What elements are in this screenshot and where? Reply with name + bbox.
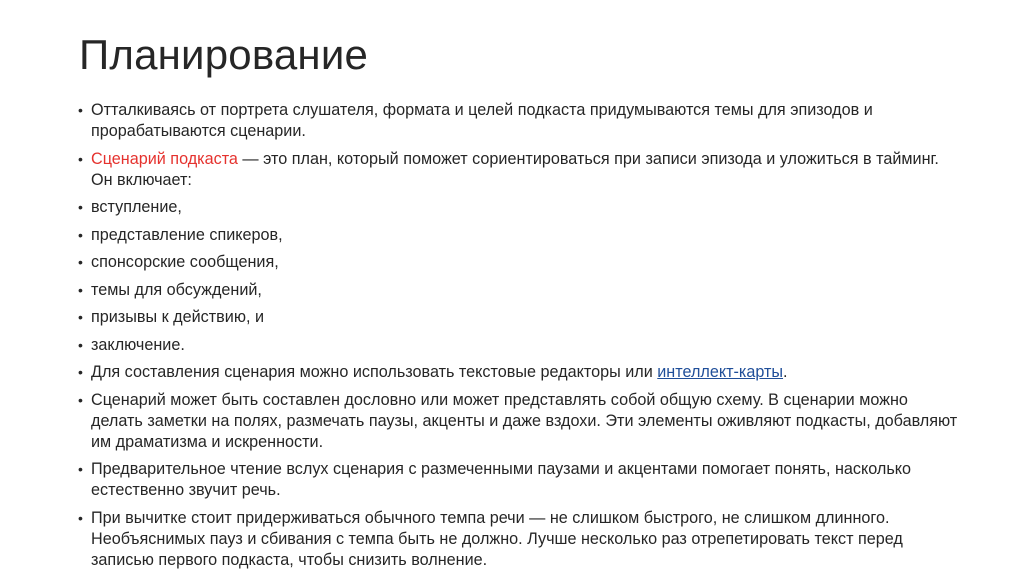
bullet-dot-icon: • (78, 391, 83, 408)
bullet-text: призывы к действию, и (91, 308, 264, 326)
bullet-item (78, 390, 958, 453)
slide-title: Планирование (79, 31, 369, 78)
bullet-text: темы для обсуждений, (91, 280, 262, 299)
bullet-dot-icon: • (78, 309, 83, 325)
bullet-dot-icon: • (78, 150, 83, 167)
bullet-list (78, 100, 958, 577)
bullet-dot-icon: • (78, 336, 83, 353)
bullet-text: заключение. (91, 335, 185, 354)
bullet-dot-icon: • (78, 199, 83, 215)
bullet-item (78, 225, 958, 246)
bullet-text: Для составления сценария можно использовать текстовые редакторы или (91, 363, 658, 381)
bullet-dot-icon: • (78, 509, 83, 526)
bullet-item (78, 508, 958, 571)
bullet-highlight: Сценарий подкаста (91, 149, 238, 168)
bullet-dot-icon: • (78, 461, 83, 477)
bullet-item (78, 149, 958, 191)
bullet-item (78, 335, 958, 356)
bullet-item (78, 252, 958, 273)
bullet-item (78, 280, 958, 301)
bullet-item (78, 459, 958, 501)
bullet-text: Сценарий может быть составлен дословно или может представлять собой общую схему. В сценарии можно делать заметки на полях, размечать паузы, акценты и даже вздохи. Эти элементы оживляют подкасты, добавляют им драматизма и искренности. (91, 390, 958, 451)
bullet-text: спонсорские сообщения, (91, 253, 279, 271)
bullet-dot-icon: • (78, 102, 83, 118)
bullet-dot-icon: • (78, 281, 83, 298)
bullet-text: Отталкиваясь от портрета слушателя, формата и целей подкаста придумываются темы для эпизодов и прорабатываются сценарии. (91, 101, 873, 140)
bullet-text: представление спикеров, (91, 225, 283, 244)
bullet-dot-icon: • (78, 364, 83, 380)
bullet-text-end: . (783, 363, 788, 381)
bullet-text: вступление, (91, 198, 182, 216)
bullet-dot-icon: • (78, 254, 83, 270)
bullet-item (78, 100, 958, 142)
bullet-dot-icon: • (78, 226, 83, 243)
bullet-item (78, 307, 958, 328)
bullet-text: При вычитке стоит придерживаться обычного темпа речи — не слишком быстрого, не слишком длинного. Необъяснимых пауз и сбивания с темпа быть не должно. Лучше несколько раз отрепетировать текст перед записью первого подкаста, чтобы снизить волнение. (91, 508, 903, 569)
bullet-text: — это план, который поможет сориентироваться при записи эпизода и уложиться в тайминг. Он включает: (91, 149, 939, 189)
bullet-item (78, 362, 958, 383)
mind-maps-link[interactable]: интеллект-карты (657, 363, 784, 381)
bullet-text: Предварительное чтение вслух сценария с размеченными паузами и акцентами помогает понять, насколько естественно звучит речь. (91, 460, 912, 499)
bullet-item (78, 197, 958, 218)
